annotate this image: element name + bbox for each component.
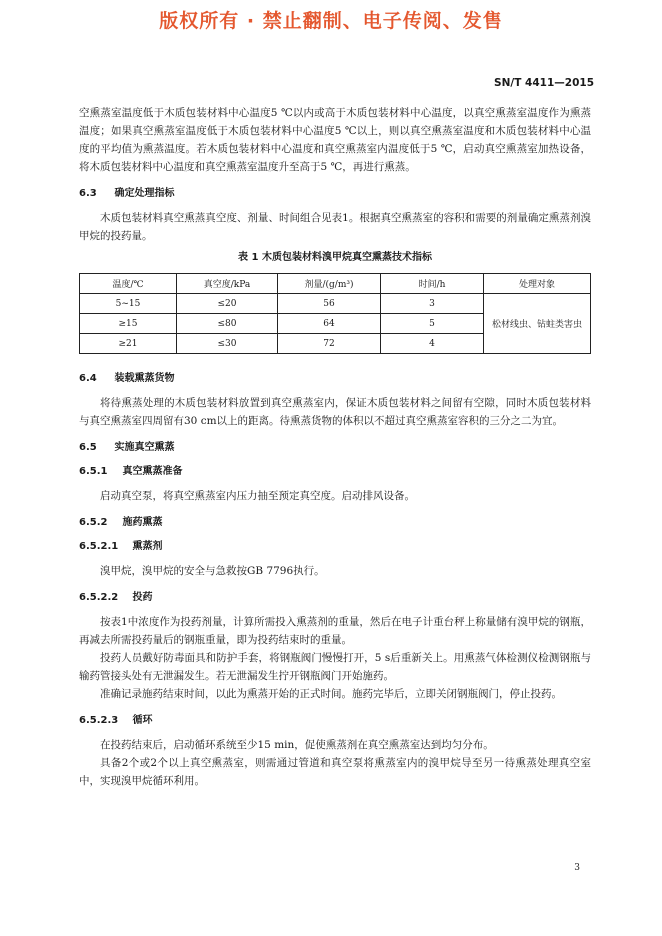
section-6-5-2-3-heading [79,712,591,730]
section-6-5-2-1-text: 溴甲烷，溴甲烷的安全与急救按GB 7796执行。 [100,565,325,577]
standard-code: SN/T 4411—2015 [494,77,594,89]
paragraph: 按表1中浓度作为投药剂量，计算所需投入熏蒸剂的重量，然后在电子计重台秤上称量储有溴甲烷的钢瓶，再减去所需投药量后的钢瓶重量，即为投药结束时的重量。 [79,616,591,646]
column-header: 温度/℃ [80,274,177,294]
section-6-5-heading [79,439,591,457]
column-header: 剂量/(g/m³) [278,274,381,294]
table-cell: 5~15 [80,294,177,314]
column-header: 处理对象 [484,274,591,294]
section-6-3-text: 木质包装材料真空熏蒸真空度、剂量、时间组合见表1。根据真空熏蒸室的容积和需要的剂量确定熏蒸剂溴甲烷的投药量。 [79,212,591,242]
intro-paragraph: 空熏蒸室温度低于木质包装材料中心温度5 ℃以内或高于木质包装材料中心温度，以真空熏蒸室温度作为熏蒸温度；如果真空熏蒸室温度低于木质包装材料中心温度5 ℃以上，则以真空熏蒸室温度和木质包装材料中心温度的平均值为熏蒸温度。若木质包装材料中心温度和真空熏蒸室内温度低于5 ℃，启动真空熏蒸室加热设备，将木质包装材料中心温度和真空熏蒸室温度升至高于5 ℃，再进行熏蒸。 [79,107,591,173]
table-row [80,294,591,314]
section-number: 6.5 [79,442,97,453]
column-header: 时间/h [381,274,484,294]
section-number: 6.3 [79,188,97,199]
table-cell: 4 [381,334,484,354]
section-number: 6.5.1 [79,466,108,477]
table-cell: ≥15 [80,314,177,334]
watermark-banner: 版权所有 · 禁止翻制、电子传阅、发售 [159,10,503,32]
section-number: 6.5.2 [79,517,108,528]
document-body [79,104,591,790]
section-number: 6.5.2.3 [79,715,119,726]
section-6-4-text: 将待熏蒸处理的木质包装材料放置到真空熏蒸室内，保证木质包装材料之间留有空隙，同时木质包装材料与真空熏蒸室四周留有30 cm以上的距离。待熏蒸货物的体积以不超过真空熏蒸室容积的三分之二为宜。 [79,397,591,427]
section-title: 真空熏蒸准备 [122,466,183,477]
paragraph: 具备2个或2个以上真空熏蒸室，则需通过管道和真空泵将熏蒸室内的溴甲烷导至另一待熏蒸处理真空室中，实现溴甲烷循环利用。 [79,757,591,787]
section-title: 循环 [132,715,153,726]
table-cell: 64 [278,314,381,334]
column-header: 真空度/kPa [177,274,278,294]
section-6-5-2-2-heading [79,589,591,607]
table-cell: 5 [381,314,484,334]
fumigation-spec-table [79,273,591,354]
table-cell: 56 [278,294,381,314]
section-6-4-heading [79,370,591,388]
section-6-5-1-heading [79,463,591,481]
table-cell: 72 [278,334,381,354]
table-header-row [80,274,591,294]
section-title: 确定处理指标 [114,188,175,199]
table-cell: ≥21 [80,334,177,354]
section-number: 6.5.2.1 [79,541,119,552]
section-title: 投药 [132,592,153,603]
section-number: 6.4 [79,373,97,384]
section-6-5-1-text: 启动真空泵，将真空熏蒸室内压力抽至预定真空度。启动排风设备。 [100,490,415,502]
section-title: 熏蒸剂 [132,541,163,552]
section-6-5-2-1-heading [79,538,591,556]
table-title: 表 1 木质包装材料溴甲烷真空熏蒸技术指标 [238,252,432,263]
paragraph: 准确记录施药结束时间，以此为熏蒸开始的正式时间。施药完毕后，立即关闭钢瓶阀门，停止投药。 [100,688,562,700]
paragraph: 投药人员戴好防毒面具和防护手套，将钢瓶阀门慢慢打开，5 s后重新关上。用熏蒸气体检测仪检测钢瓶与输药管接头处有无泄漏发生。若无泄漏发生拧开钢瓶阀门开始施药。 [79,652,591,682]
table-cell: ≤20 [177,294,278,314]
treatment-target-cell: 松材线虫、钻蛀类害虫 [484,294,591,354]
section-title: 施药熏蒸 [122,517,163,528]
section-title: 实施真空熏蒸 [114,442,175,453]
table-cell: ≤30 [177,334,278,354]
section-number: 6.5.2.2 [79,592,119,603]
section-6-5-2-heading [79,514,591,532]
section-title: 装载熏蒸货物 [114,373,175,384]
section-6-3-heading [79,185,591,203]
page-number: 3 [574,863,580,873]
paragraph: 在投药结束后，启动循环系统至少15 min，促使熏蒸剂在真空熏蒸室达到均匀分布。 [100,739,494,751]
table-cell: 3 [381,294,484,314]
table-cell: ≤80 [177,314,278,334]
